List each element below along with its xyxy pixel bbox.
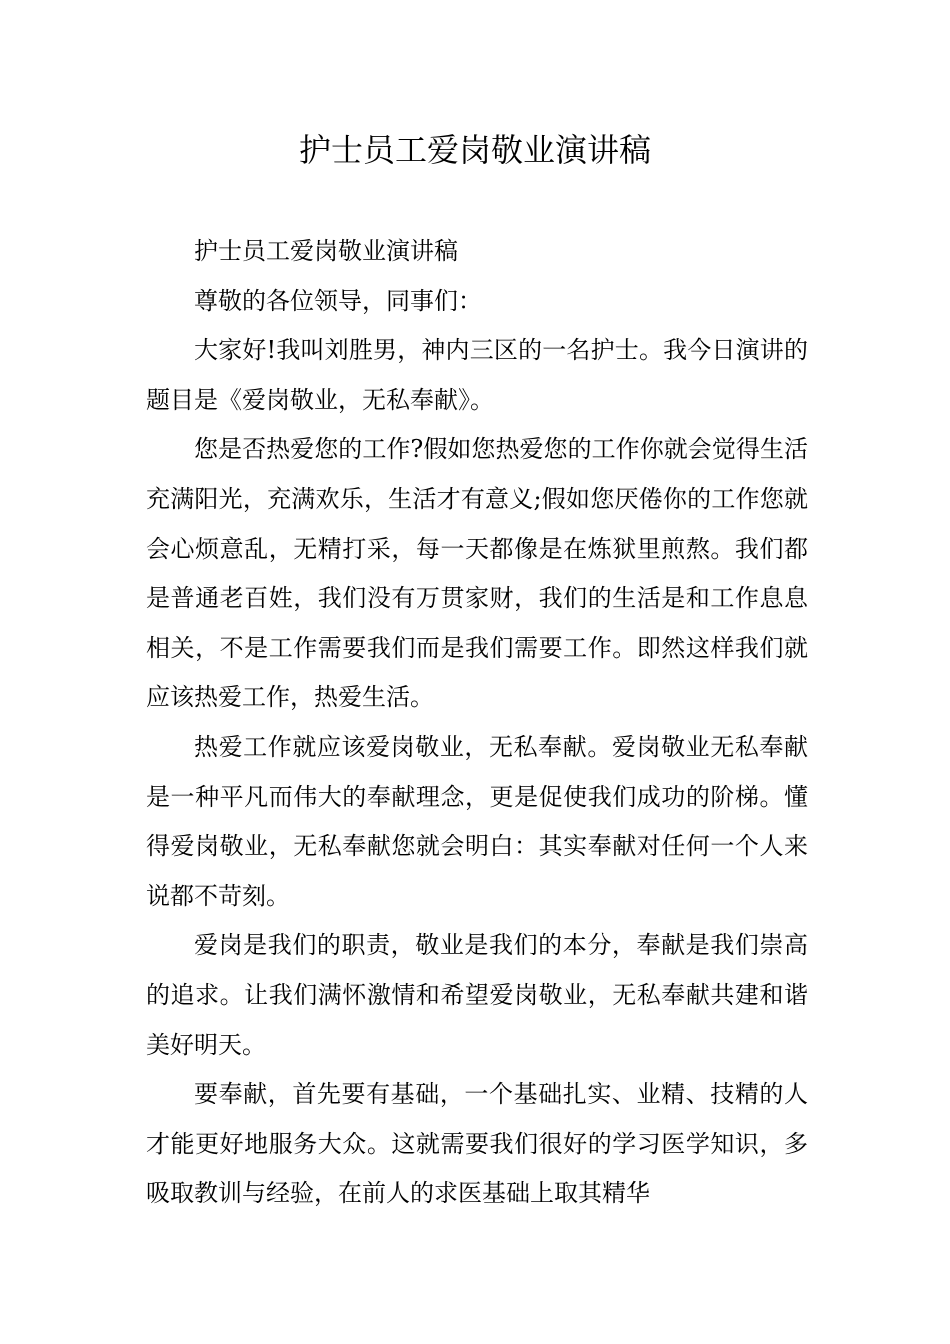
- paragraph-duty: 爱岗是我们的职责，敬业是我们的本分，奉献是我们崇高的追求。让我们满怀激情和希望爱岗敬业，无私奉献共建和谐美好明天。: [146, 931, 808, 1059]
- paragraph-foundation: 要奉献，首先要有基础，一个基础扎实、业精、技精的人才能更好地服务大众。这就需要我们很好的学习医学知识，多吸取教训与经验，在前人的求医基础上取其精华: [146, 1080, 808, 1208]
- paragraph-heading: 护士员工爱岗敬业演讲稿: [194, 237, 458, 265]
- paragraph-salutation: 尊敬的各位领导，同事们：: [194, 286, 482, 315]
- paragraph-love-work: 您是否热爱您的工作?假如您热爱您的工作你就会觉得生活充满阳光，充满欢乐，生活才有意义;假如您厌倦你的工作您就会心烦意乱，无精打采，每一天都像是在炼狱里煎熬。我们都是普通老百姓，我们没有万贯家财，我们的生活是和工作息息相关，不是工作需要我们而是我们需要工作。即然这样我们就应该热爱工作，热爱生活。: [146, 435, 808, 712]
- paragraph-dedication: 热爱工作就应该爱岗敬业，无私奉献。爱岗敬业无私奉献是一种平凡而伟大的奉献理念，更是促使我们成功的阶梯。懂得爱岗敬业，无私奉献您就会明白：其实奉献对任何一个人来说都不苛刻。: [146, 732, 808, 910]
- document-body: [146, 227, 808, 1219]
- paragraph-introduction: 大家好!我叫刘胜男，神内三区的一名护士。我今日演讲的题目是《爱岗敬业，无私奉献》。: [146, 336, 808, 414]
- document-title: 护士员工爱岗敬业演讲稿: [298, 131, 651, 169]
